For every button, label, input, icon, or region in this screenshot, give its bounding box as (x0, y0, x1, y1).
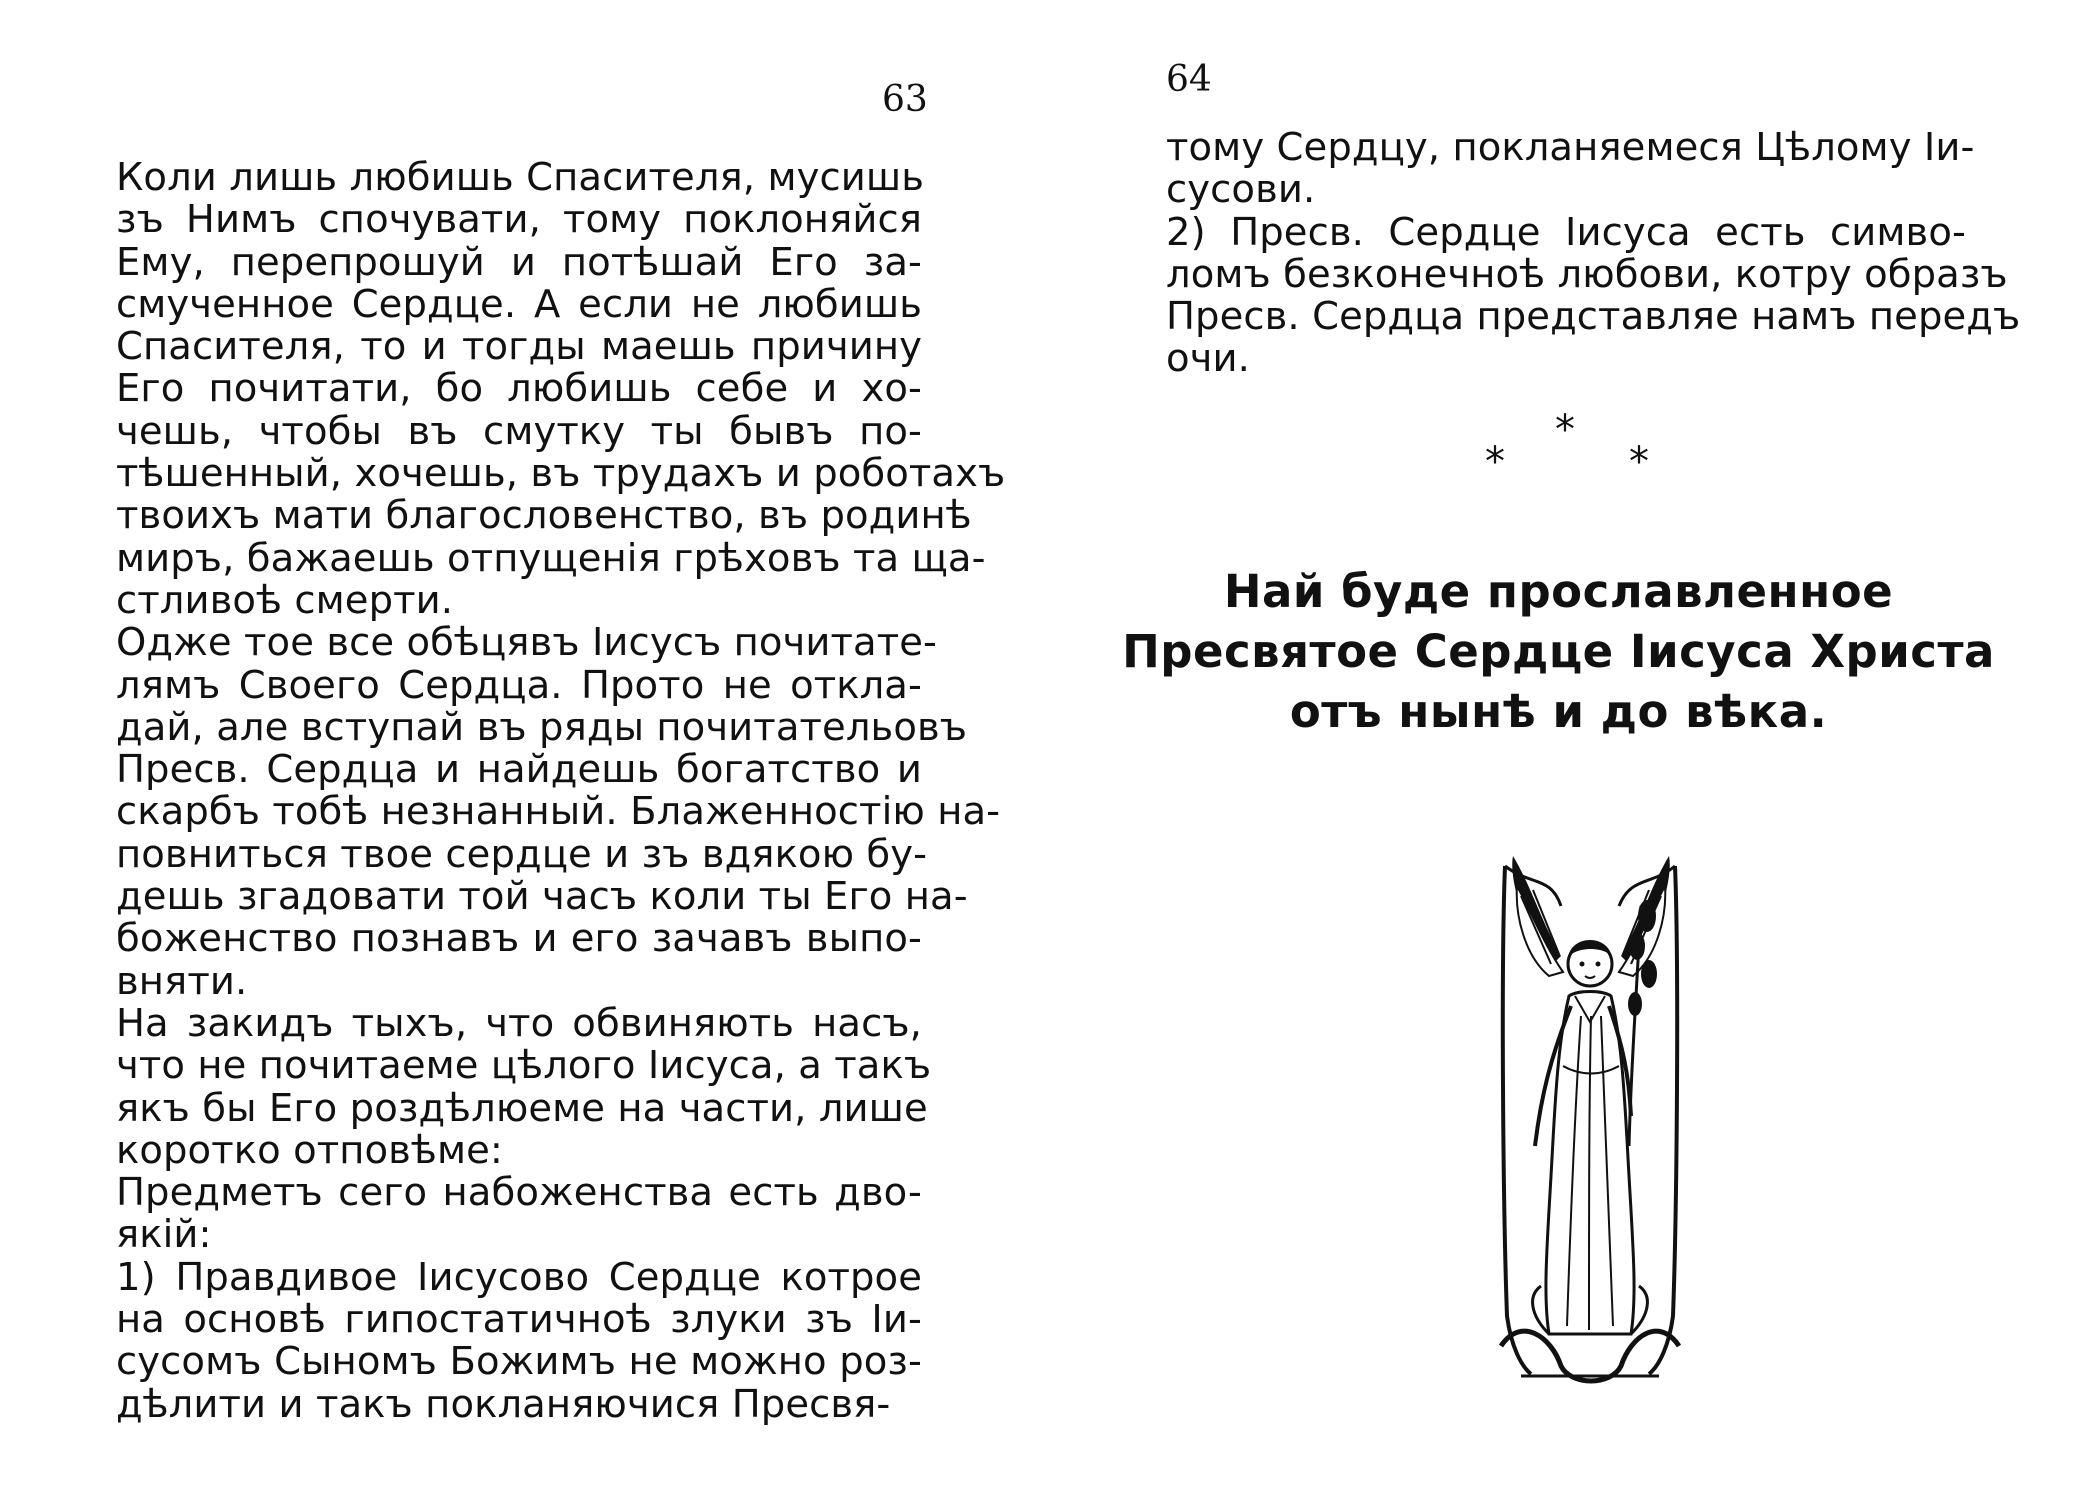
asterisk: * (1485, 439, 1505, 485)
text-line: зъ Нимъ спочувати, тому поклоняйся (116, 197, 922, 243)
ornament-asterism (1039, 407, 2078, 485)
text-line: Коли лишь любишь Спасителя, мусишь (116, 155, 925, 200)
dedication-line: отъ нынѣ и до вѣка. (1289, 685, 1828, 738)
text-line: Ему, перепрошуй и потѣшай Его за- (116, 239, 922, 285)
text-line: скарбъ тобѣ незнанный. Блаженностію на- (116, 789, 1001, 835)
dedication-heading (1039, 562, 2078, 742)
dedication-line: Най буде прославленное (1223, 565, 1894, 618)
paragraph (1166, 125, 1975, 213)
text-line: тѣшенный, хочешь, въ трудахъ и роботахъ (116, 451, 1006, 497)
text-line: 1) Правдивое Іисусово Сердце котрое (116, 1254, 922, 1300)
paragraph (116, 620, 1001, 1004)
text-line: чешь, чтобы въ смутку ты бывъ по- (116, 408, 922, 454)
text-line: твоихъ мати благословенство, въ родинѣ (116, 493, 972, 539)
text-line: якъ бы Его роздѣлюеме на части, лише (116, 1085, 928, 1131)
text-line: Спасителя, то и тогды маешь причину (116, 324, 922, 370)
asterisk: * (1629, 439, 1649, 485)
paragraph (116, 1254, 922, 1427)
text-line: сусомъ Сыномъ Божимъ не можно роз- (116, 1339, 922, 1385)
paragraph (116, 155, 1006, 623)
paragraph (116, 1172, 922, 1257)
text-line: дай, але вступай въ ряды почитательовъ (116, 704, 968, 750)
text-line: якій: (116, 1212, 212, 1258)
dedication-line: Пресвятое Сердце Іисуса Христа (1122, 625, 1995, 678)
text-line: Предметъ сего набоженства есть двo- (116, 1170, 922, 1216)
text-line: Одже тое все обѣцявъ Іисусъ почитате- (116, 620, 938, 666)
text-line: Пресв. Сердца представляе намъ передъ (1166, 294, 2021, 340)
text-line: на основѣ гипостатичноѣ злуки зъ Іи- (116, 1297, 922, 1343)
text-line: повниться твое сердце и зъ вдякою бу- (116, 831, 928, 877)
text-line: ломъ безконечноѣ любови, котру образъ (1166, 251, 2008, 297)
text-line: лямъ Своего Сердца. Прото не откла- (116, 662, 922, 708)
text-line: коротко отповѣме: (116, 1127, 503, 1173)
text-line: очи. (1166, 336, 1250, 382)
text-line: Его почитати, бо любишь себе и хо- (116, 366, 922, 412)
text-line: миръ, бажаешь отпущенія грѣховъ та ща- (116, 535, 986, 581)
text-line: вняти. (116, 958, 248, 1004)
right-page (1039, 0, 2078, 1500)
text-line: сусови. (1166, 167, 1316, 213)
text-line: боженство познавъ и его зачавъ выпо- (116, 916, 922, 962)
asterisk: * (1555, 407, 1575, 453)
text-line: На закидъ тыхъ, что обвиняють насъ, (116, 1000, 922, 1046)
text-line: дешь згадовати той часъ коли ты Его на- (116, 874, 968, 920)
text-line: 2) Пресв. Сердце Іисуса есть симво- (1166, 209, 1966, 255)
left-page-text (116, 155, 1006, 1427)
page-number: 64 (1166, 59, 1212, 100)
text-line: что не почитаеме цѣлого Іисуса, а такъ (116, 1043, 932, 1089)
paragraph (1166, 209, 2021, 382)
angel-illustration (1491, 846, 1689, 1386)
paragraph (116, 1000, 932, 1173)
text-line: смученное Сердце. А если не любишь (116, 281, 922, 327)
right-page-text (1166, 125, 2021, 382)
text-line: дѣлити и такъ покланяючися Пресвя- (116, 1381, 891, 1427)
page-number: 63 (882, 79, 928, 120)
text-line: тому Сердцу, покланяемеся Цѣлому Іи- (1166, 125, 1975, 170)
text-line: стливоѣ смерти. (116, 577, 454, 623)
text-line: Пресв. Сердца и найдешь богатство и (116, 747, 922, 793)
